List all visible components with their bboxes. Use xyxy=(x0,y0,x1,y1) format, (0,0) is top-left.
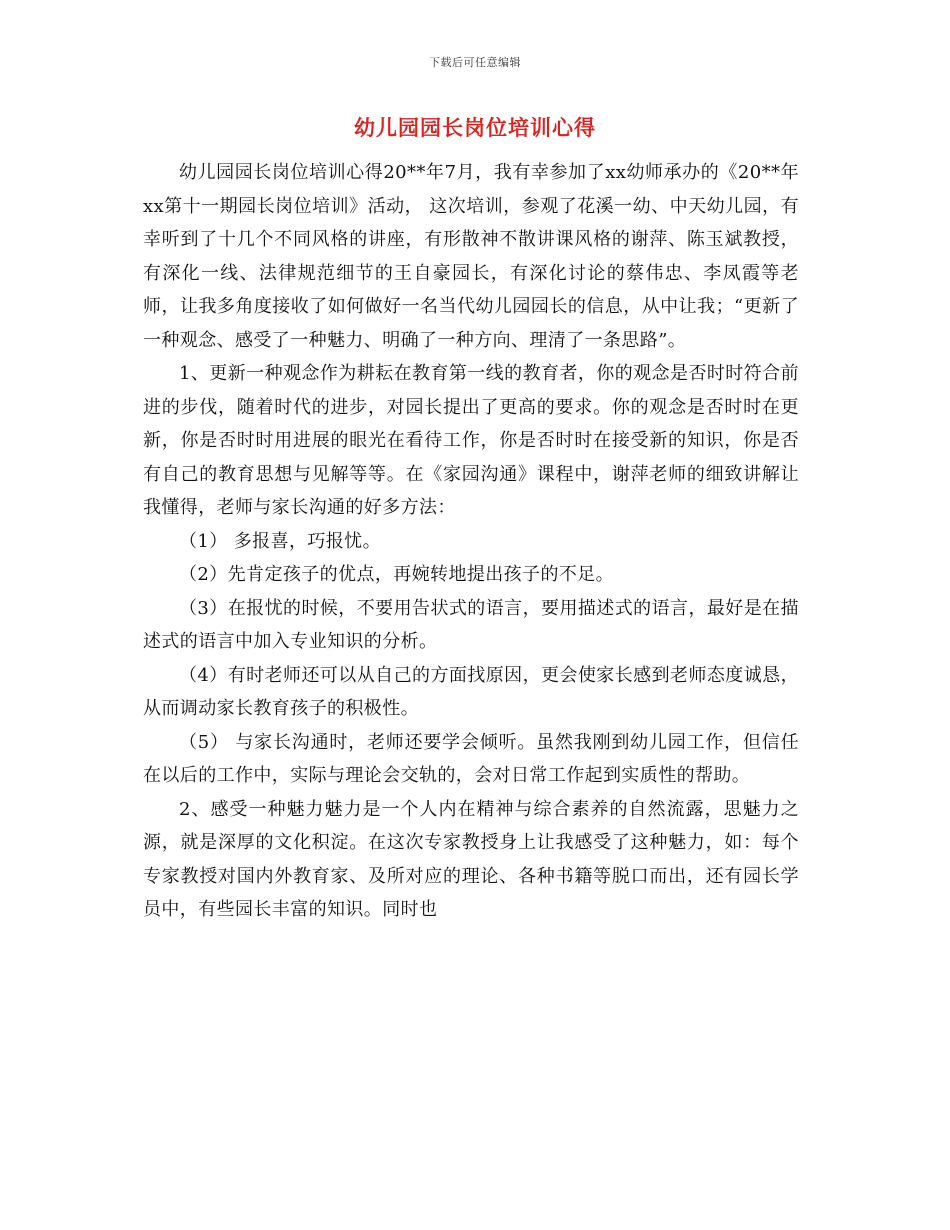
list-item-4: （4）有时老师还可以从自己的方面找原因，更会使家长感到老师态度诚恳，从而调动家长教育孩子的积极性。 xyxy=(143,664,799,719)
list-item-5: （5） 与家长沟通时，老师还要学会倾听。虽然我刚到幼儿园工作，但信任在以后的工作中，实际与理论会交轨的，会对日常工作起到实质性的帮助。 xyxy=(143,731,799,786)
list-item-3: （3）在报忧的时候，不要用告状式的语言，要用描述式的语言，最好是在描述式的语言中加入专业知识的分析。 xyxy=(143,597,799,652)
list-item-1: （1） 多报喜，巧报忧。 xyxy=(179,530,381,552)
section-1-paragraph: 1、更新一种观念作为耕耘在教育第一线的教育者，你的观念是否时时符合前进的步伐，随着时代的进步，对园长提出了更高的要求。你的观念是否时时在更新，你是否时时用进展的眼光在看待工作，你是否时时在接受新的知识，你是否有自己的教育思想与见解等等。在《家园沟通》课程中，谢萍老师的细致讲解让我懂得，老师与家长沟通的好多方法： xyxy=(143,363,799,518)
list-item-2: （2）先肯定孩子的优点，再婉转地提出孩子的不足。 xyxy=(179,564,615,585)
document-body xyxy=(143,156,799,927)
document-title: 幼儿园园长岗位培训心得 xyxy=(354,116,596,140)
page-header: 下载后可任意编辑 xyxy=(429,56,521,69)
section-2-paragraph: 2、感受一种魅力魅力是一个人内在精神与综合素养的自然流露，思魅力之源，就是深厚的文化积淀。在这次专家教授身上让我感受了这种魅力，如：每个专家教授对国内外教育家、及所对应的理论、各种书籍等脱口而出，还有园长学员中，有些园长丰富的知识。同时也 xyxy=(143,798,799,920)
intro-paragraph: 幼儿园园长岗位培训心得20**年7月，我有幸参加了xx幼师承办的《20**年xx第十一期园长岗位培训》活动， 这次培训，参观了花溪一幼、中天幼儿园，有幸听到了十几个不同风格的讲座，有形散神不散讲课风格的谢萍、陈玉斌教授，有深化一线、法律规范细节的王自豪园长，有深化讨论的蔡伟忠、李凤霞等老师，让我多角度接收了如何做好一名当代幼儿园园长的信息，从中让我；“更新了一种观念、感受了一种魅力、明确了一种方向、理清了一条思路”。 xyxy=(143,162,799,351)
